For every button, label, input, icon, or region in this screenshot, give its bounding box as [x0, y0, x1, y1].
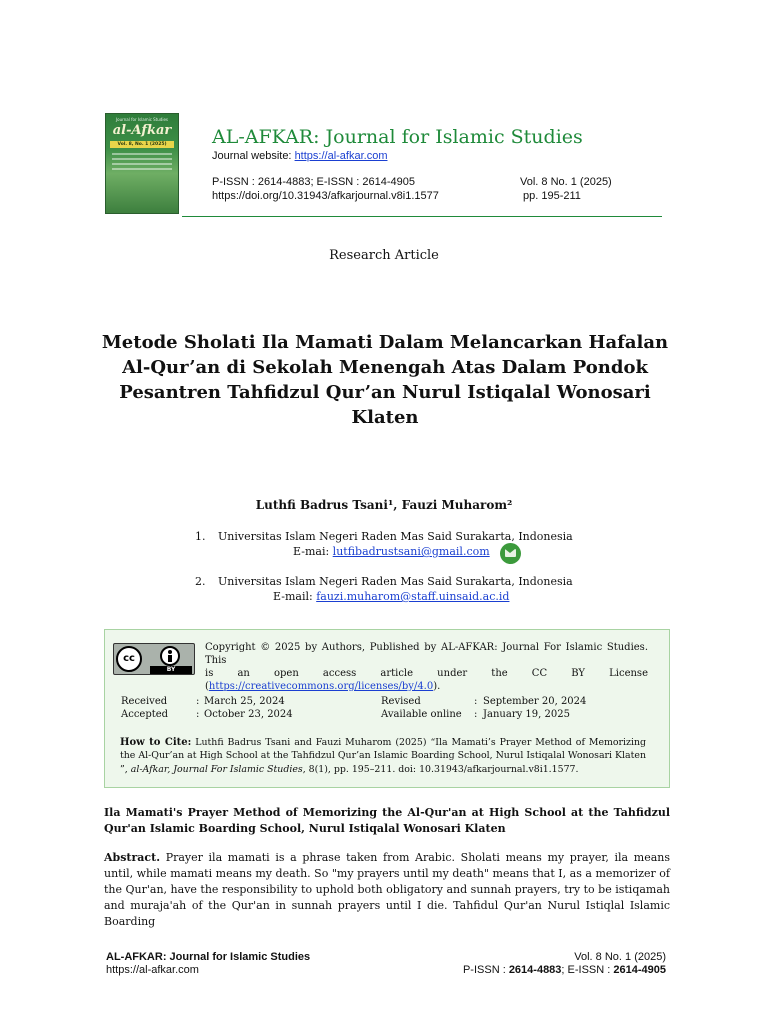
license-line: is an open access article under the CC BY License: [205, 668, 648, 679]
affiliation-email-row: [293, 545, 490, 558]
license-link[interactable]: https://creativecommons.org/licenses/by/4.0: [208, 681, 434, 692]
footer-volume: Vol. 8 No. 1 (2025): [574, 951, 666, 963]
online-label: Available online: [381, 709, 462, 720]
english-title: Ila Mamati's Prayer Method of Memorizing the Al-Qur'an at High School at the Tahfidzul Qur'an Islamic Boarding School, Nurul Istiqalal Wonosari Klaten: [104, 806, 670, 835]
affiliation-number: 1.: [195, 530, 206, 543]
cc-by-license-icon[interactable]: [113, 643, 195, 675]
eissn-value: 2614-4905: [613, 964, 666, 976]
footer-issn: [463, 964, 666, 976]
paren-open: (: [205, 681, 209, 692]
by-badge-icon: BY: [150, 666, 192, 674]
journal-cover-image: [105, 113, 179, 214]
received-label: Received: [121, 696, 168, 707]
email-link[interactable]: fauzi.muharom@staff.uinsaid.ac.id: [316, 590, 510, 603]
journal-title: AL-AFKAR: Journal for Islamic Studies: [212, 126, 583, 148]
revised-label: Revised: [381, 696, 421, 707]
affiliation-institution: Universitas Islam Negeri Raden Mas Said Surakarta, Indonesia: [218, 530, 573, 543]
online-date: January 19, 2025: [483, 709, 570, 720]
cite-journal: al-Afkar, Journal For Islamic Studies: [130, 763, 303, 775]
pissn-value: 2614-4883: [508, 964, 562, 976]
page-range: pp. 195-211: [523, 190, 581, 202]
revised-date: September 20, 2024: [483, 696, 587, 707]
abstract-text: Prayer ila mamati is a phrase taken from Arabic. Sholati means my prayer, ila means until, while mamati means my death. So "my prayers until my death" means that I, as a memorizer of the Qur'an, have the responsibility to uphold both obligatory and sunnah prayers, try to be istiqamah and muraja'ah of the Qur'an in sunnah prayers until I die. Tahfidul Qur'an Nurul Istiqlal Islamic Boarding: [104, 851, 670, 928]
cover-decoration: [112, 153, 172, 170]
colon: :: [474, 709, 478, 720]
eissn-label: ; E-ISSN :: [561, 964, 614, 976]
cover-logo: al-Afkar: [112, 123, 172, 138]
footer-url[interactable]: https://al-afkar.com: [106, 964, 199, 976]
email-icon[interactable]: [500, 543, 521, 564]
colon: :: [196, 696, 200, 707]
issn-line: P-ISSN : 2614-4883; E-ISSN : 2614-4905: [212, 176, 416, 188]
doi-link[interactable]: https://doi.org/10.31943/afkarjournal.v8i1.1577: [212, 190, 439, 202]
email-label: E-mai:: [293, 545, 330, 558]
abstract-label: Abstract.: [104, 851, 161, 864]
cite-tail: , 8(1), pp. 195–211. doi: 10.31943/afkarjournal.v8i1.1577.: [302, 763, 579, 775]
copyright-notice: [205, 641, 648, 693]
volume-info: Vol. 8 No. 1 (2025): [520, 176, 612, 188]
email-label: E-mail:: [273, 590, 313, 603]
colon: :: [196, 709, 200, 720]
affiliation-number: 2.: [195, 575, 206, 588]
header-divider: [182, 216, 662, 217]
email-link[interactable]: lutfibadrustsani@gmail.com: [332, 545, 490, 558]
website-label: Journal website:: [212, 150, 292, 162]
cover-volume: Vol. 8, No. 1 (2025): [110, 141, 174, 148]
license-url-line: [205, 680, 648, 693]
cc-logo-icon: cc: [116, 646, 142, 672]
author-list: Luthfi Badrus Tsani¹, Fauzi Muharom²: [255, 498, 513, 512]
affiliation-email-row: [273, 590, 509, 603]
colon: :: [474, 696, 478, 707]
how-to-cite: [120, 736, 646, 776]
attribution-person-icon: [160, 646, 180, 666]
footer-journal: AL-AFKAR: Journal for Islamic Studies: [106, 951, 311, 963]
cite-text: Luthfi Badrus Tsani and Fauzi Muharom (2025) “Ila Mamati’s Prayer Method of Memorizing the Al-Qur’an at High School at the Tahfidzul Qur’an Islamic Boarding School, Nurul Istiqalal Wonosari Klaten ”,: [120, 737, 646, 775]
cover-top-text: Journal for Islamic Studies: [115, 117, 169, 122]
paren-close: ).: [433, 681, 441, 692]
abstract: [104, 850, 670, 930]
pissn-label: P-ISSN :: [462, 964, 509, 976]
website-link[interactable]: https://al-afkar.com: [294, 150, 388, 162]
affiliation-institution: Universitas Islam Negeri Raden Mas Said Surakarta, Indonesia: [218, 575, 573, 588]
article-title: Metode Sholati Ila Mamati Dalam Melancarkan Hafalan Al-Qur’an di Sekolah Menengah Atas Dalam Pondok Pesantren Tahfidzul Qur’an Nurul Istiqalal Wonosari Klaten: [101, 332, 669, 428]
copyright-line: Copyright © 2025 by Authors, Published by AL-AFKAR: Journal For Islamic Studies. This: [205, 642, 648, 666]
accepted-date: October 23, 2024: [204, 709, 293, 720]
received-date: March 25, 2024: [204, 696, 285, 707]
accepted-label: Accepted: [121, 709, 169, 720]
article-type: Research Article: [329, 248, 439, 263]
journal-website: [212, 150, 388, 162]
cite-label: How to Cite:: [120, 737, 192, 748]
